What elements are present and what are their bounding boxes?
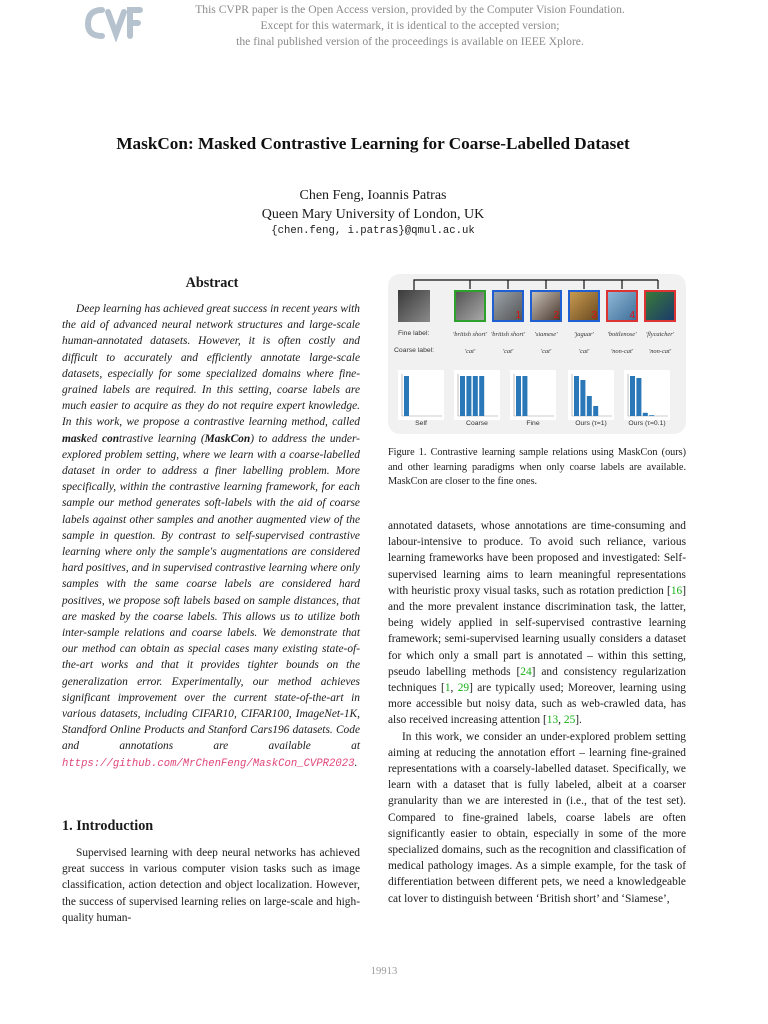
abstract-bold: mask xyxy=(62,432,87,445)
abstract-text: Deep learning has achieved great success in recent years with the aid of advanced neural network structures and large-scale human-annotated datasets. However, it is often costly and difficult to accurately and efficiently annotate large-scale datasets, especially for some specialized domains where fine-grained labels are required. In this setting, coarse labels are much easier to acquire as they do not require expert knowledge. In this work, we propose a contrastive learning method, called xyxy=(62,303,360,429)
jaguar-image xyxy=(568,290,600,322)
bar xyxy=(522,376,527,416)
plot-title: Ours (τ=0.1) xyxy=(628,420,666,427)
bar xyxy=(479,376,484,416)
bar xyxy=(574,376,579,416)
abstract-text: ed xyxy=(86,432,102,445)
watermark-line: This CVPR paper is the Open Access version, provided by the Computer Vision Foundation. xyxy=(195,3,625,16)
coarse-label: 'cat' xyxy=(464,348,476,355)
watermark xyxy=(160,2,660,50)
british-short-image xyxy=(492,290,524,322)
rank-number: 3 xyxy=(591,310,597,321)
bar xyxy=(466,376,471,416)
plot-title: Coarse xyxy=(466,420,488,427)
fine-label: 'bottlenose' xyxy=(607,331,637,338)
bar-plot-self xyxy=(398,370,444,420)
author-block xyxy=(80,186,666,224)
abstract-text: trastive learning ( xyxy=(119,432,205,445)
british-short-image xyxy=(454,290,486,322)
cvf-logo xyxy=(82,2,144,42)
bar xyxy=(404,376,409,416)
section-heading: 1. Introduction xyxy=(62,818,154,834)
citation-link[interactable]: 13 xyxy=(546,714,559,727)
plot-title: Ours (τ=1) xyxy=(575,420,607,427)
watermark-line: Except for this watermark, it is identical to the accepted version; xyxy=(260,19,560,32)
abstract-bold: con xyxy=(101,432,120,445)
bar xyxy=(593,406,598,416)
fine-label: 'jaguar' xyxy=(574,331,594,338)
coarse-label: 'non-cat' xyxy=(610,348,634,355)
abstract-heading: Abstract xyxy=(185,275,239,291)
bar xyxy=(643,413,648,416)
bar-plot-ours-t01 xyxy=(624,370,670,420)
intro-body: Supervised learning with deep neural networks has achieved great success in various computer vision tasks such as image classification, action detection and object localization. However, the success of supervised learning relies on large-scale and high-quality human- xyxy=(62,847,360,924)
code-link[interactable]: https://github.com/MrChenFeng/MaskCon_CVPR2023 xyxy=(62,757,355,770)
rank-number: 2 xyxy=(553,310,559,321)
paragraph: annotated datasets, whose annotations are time-consuming and labour-intensive to produce. To avoid such reliance, various learning frameworks have been proposed and investigated: Self-supervised learning aims to learn meaningful representations with heuristic proxy visual tasks, such as rotation prediction [16] and the more prevalent instance discrimination task, the latter, being widely applied in self-supervised contrastive learning framework; semi-supervised learning usually considers a dataset for which only a small part is annotated – within this setting, pseudo labelling methods [24] and consistency regularization techniques [1, 29] are typically used; Moreover, learning using more accessible but noisy data, such as web-crawled data, has also received increasing attention [13, 25]. xyxy=(388,520,686,727)
coarse-label-title: Coarse label: xyxy=(394,347,435,354)
figure-caption: Figure 1. Contrastive learning sample relations using MaskCon (ours) and other learning paradigms when only coarse labels are available. MaskCon are closer to the fine ones. xyxy=(388,447,686,488)
bottlenose-image xyxy=(606,290,638,322)
bar xyxy=(636,378,641,416)
fine-label: 'flycatcher' xyxy=(645,331,675,338)
abstract-body xyxy=(62,301,360,772)
figure-1 xyxy=(388,274,686,434)
affiliation: Queen Mary University of London, UK xyxy=(261,207,485,222)
fine-label-title: Fine label: xyxy=(398,330,430,337)
bar-plot-ours-t1 xyxy=(568,370,614,420)
fine-label: 'siamese' xyxy=(534,331,558,338)
page-number: 19913 xyxy=(370,966,398,977)
siamese-image xyxy=(530,290,562,322)
flycatcher-image xyxy=(644,290,676,322)
watermark-line: the final published version of the proceedings is available on IEEE Xplore. xyxy=(236,35,584,48)
bar xyxy=(587,396,592,416)
paper-title: MaskCon: Masked Contrastive Learning for Coarse-Labelled Dataset xyxy=(116,134,630,153)
bar xyxy=(580,380,585,416)
abstract-text: . xyxy=(354,756,358,769)
paragraph: In this work, we consider an under-explored problem setting aiming at reducing the annotation effort – learning fine-grained representations with a coarsely-labelled dataset. Specifically, we learn with a dataset that is fully labeled, albeit at a coarser granularity than we are interested in (i.e., that of the test set). Compared to fine-grained labels, coarse labels are often significantly easier to obtain, especially in some of the more specialized domains, such as the recognition and classification of medical pathology images. As a simple example, for the task of differentiation between different pets, we need a knowledgeable cat lover to distinguish between ‘British short’ and ‘Siamese’, xyxy=(388,730,686,905)
authors: Chen Feng, Ioannis Patras xyxy=(299,188,447,203)
coarse-label: 'non-cat' xyxy=(648,348,672,355)
fine-label: 'british short' xyxy=(452,331,488,338)
bar-plot-fine xyxy=(510,370,556,420)
anchor-cat-image xyxy=(398,290,430,322)
fine-label: 'british short' xyxy=(490,331,526,338)
citation-link[interactable]: 1 xyxy=(444,682,451,695)
bar xyxy=(630,376,635,416)
citation-link[interactable]: 16 xyxy=(670,584,683,597)
rank-number: 1 xyxy=(515,310,521,321)
bar xyxy=(649,415,654,416)
plot-title: Self xyxy=(415,420,427,427)
abstract-text: ) to address the under-explored problem setting, where we learn with a coarse-labelled dataset in order to address a finer labelling problem. More specifically, within the contrastive learning framework, for each sample our method generates soft-labels with the aid of coarse labels against other samples and another augmented view of the sample in question. By contrast to self-supervised contrastive learning where only the sample's augmentations are considered hard positives, and in supervised contrastive learning where only samples with the same coarse labels are considered hard positives, we propose soft labels based on sample distances, that are masked by the coarse labels. This allows us to utilize both inter-sample relations and coarse labels. We demonstrate that our method can obtain as special cases many existing state-of-the-art works and that it provides tighter bounds on the generalization error. Experimentally, our method achieves significant improvement over the current state-of-the-art in various datasets, including CIFAR10, CIFAR100, ImageNet-1K, Standford Online Products and Stanford Cars196 datasets. Code and annotations are available at xyxy=(62,432,360,753)
coarse-label: 'cat' xyxy=(578,348,590,355)
citation-link[interactable]: 24 xyxy=(520,665,532,678)
bar xyxy=(516,376,521,416)
citation-link[interactable]: 25 xyxy=(563,714,576,727)
column-2-body xyxy=(388,518,686,907)
rank-number: 4 xyxy=(629,310,635,321)
email: {chen.feng, i.patras}@qmul.ac.uk xyxy=(271,225,475,237)
coarse-label: 'cat' xyxy=(540,348,552,355)
bar xyxy=(473,376,478,416)
coarse-label: 'cat' xyxy=(502,348,514,355)
plot-title: Fine xyxy=(526,420,540,427)
abstract-bold: MaskCon xyxy=(204,432,251,445)
bar-plot-coarse xyxy=(454,370,500,420)
citation-link[interactable]: 29 xyxy=(457,682,470,695)
bar xyxy=(460,376,465,416)
